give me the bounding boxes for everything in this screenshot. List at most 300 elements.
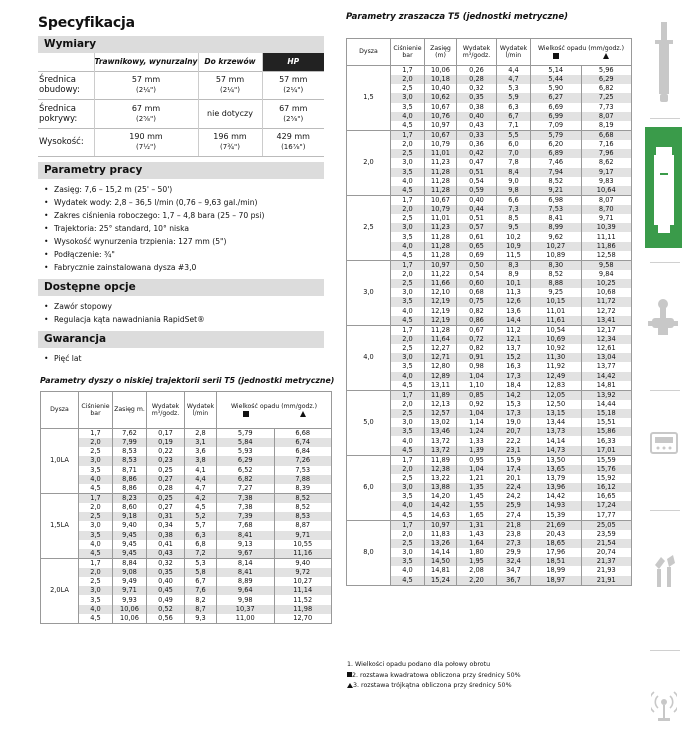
table-cell: 9,08 [113, 568, 147, 577]
table-cell: 12,70 [274, 614, 332, 624]
table-cell: 12,38 [425, 465, 457, 474]
table-cell: 6,29 [581, 75, 632, 84]
table-cell: 13,15 [531, 409, 582, 418]
table-cell: 10,1 [497, 279, 531, 288]
table-cell: 8,5 [497, 214, 531, 223]
table-cell: 11,28 [425, 242, 457, 251]
table-cell: 7,46 [531, 158, 582, 167]
triangle-icon [603, 53, 609, 59]
table-row [347, 130, 632, 140]
table-cell: 0,85 [457, 390, 497, 400]
table-cell: 3,5 [391, 492, 425, 501]
table-cell: 0,28 [457, 75, 497, 84]
table-cell: 4,0 [391, 501, 425, 510]
table-cell: 10,67 [425, 195, 457, 205]
table-cell: 9,83 [581, 177, 632, 186]
table-cell: 13,41 [581, 316, 632, 326]
table-row [41, 493, 332, 503]
table-cell: 1,7 [79, 493, 113, 503]
table-cell: 8,23 [113, 493, 147, 503]
nozzle-cell: 2,5 [347, 195, 391, 260]
dim-header-hp: HP [262, 53, 324, 71]
table-cell: 7,38 [217, 493, 275, 503]
table-cell: 12,83 [531, 381, 582, 391]
table-cell: 7,39 [217, 512, 275, 521]
table-cell: 34,7 [497, 566, 531, 575]
table-cell: 15,92 [581, 474, 632, 483]
square-icon [553, 53, 559, 59]
table-cell: 20,74 [581, 548, 632, 557]
table-cell: 16,3 [497, 362, 531, 371]
table-cell: 1,7 [391, 195, 425, 205]
table-cell: 11,28 [425, 251, 457, 261]
table-cell: 7,1 [497, 121, 531, 131]
table-row [347, 520, 632, 530]
table-cell: 2,5 [391, 344, 425, 353]
table-cell: 11,86 [581, 242, 632, 251]
table-cell: 8,4 [497, 168, 531, 177]
table-cell: 7,26 [274, 456, 332, 465]
table-cell: 2,5 [391, 409, 425, 418]
col-header-zasieg: Zasięg m. [113, 392, 147, 429]
table-cell: 3,5 [79, 466, 113, 475]
table-cell: 10,76 [425, 112, 457, 121]
table-cell: 11,16 [274, 549, 332, 559]
table-cell: 11,72 [581, 297, 632, 306]
options-list [38, 296, 324, 329]
table-cell: 9,62 [531, 232, 582, 241]
table-cell: 18,65 [531, 539, 582, 548]
table-cell: 17,77 [581, 511, 632, 521]
table-cell: 10,89 [531, 251, 582, 261]
table-cell: 2,5 [79, 512, 113, 521]
table-cell: 11,64 [425, 335, 457, 344]
table-row [41, 568, 332, 577]
table-cell: 2,0 [391, 465, 425, 474]
table-cell: 1,80 [457, 548, 497, 557]
table-cell: 7,16 [581, 140, 632, 149]
table-cell: 7,38 [217, 503, 275, 512]
table-cell: 13,02 [425, 418, 457, 427]
table-cell: 0,82 [457, 344, 497, 353]
table-cell: 3,0 [391, 158, 425, 167]
table-cell: 0,38 [457, 103, 497, 112]
table-cell: 12,50 [531, 400, 582, 409]
table-cell: 7,3 [497, 205, 531, 214]
table-cell: 0,69 [457, 251, 497, 261]
table-cell: 4,0 [391, 112, 425, 121]
table-cell: 3,5 [391, 232, 425, 241]
table-cell: 13,72 [425, 436, 457, 445]
table-cell: 6,29 [217, 456, 275, 465]
table-cell: 11,28 [425, 232, 457, 241]
dim-cell: 57 mm (2¼") [262, 71, 324, 99]
table-cell: 8,53 [113, 447, 147, 456]
nozzle-cell: 2,0LA [41, 558, 79, 623]
table-cell: 0,67 [457, 325, 497, 335]
sensor-icon[interactable] [651, 555, 677, 589]
table-cell: 0,54 [457, 270, 497, 279]
table-cell: 9,49 [113, 577, 147, 586]
table-cell: 6,8 [185, 540, 217, 549]
dim-cell: 196 mm (7¾") [198, 128, 262, 156]
table-cell: 0,28 [147, 484, 185, 494]
table-cell: 14,14 [531, 436, 582, 445]
table-cell: 0,47 [457, 158, 497, 167]
table-cell: 21,37 [581, 557, 632, 566]
table-row [41, 549, 332, 559]
table-cell: 8,86 [113, 475, 147, 484]
table-cell: 1,7 [391, 260, 425, 270]
table-cell: 2,5 [391, 214, 425, 223]
table-row [41, 586, 332, 595]
table-cell: 18,4 [497, 381, 531, 391]
dim-cell: 57 mm (2¼") [198, 71, 262, 99]
table-cell: 2,0 [391, 270, 425, 279]
table-cell: 0,17 [147, 429, 185, 439]
table-cell: 2,5 [391, 84, 425, 93]
table-cell: 8,52 [531, 270, 582, 279]
table-cell: 7,25 [581, 93, 632, 102]
table-cell: 0,36 [457, 140, 497, 149]
table-cell: 0,40 [457, 112, 497, 121]
table-row [41, 595, 332, 604]
table-cell: 4,5 [391, 511, 425, 521]
col-header-wydatek-m3: Wydatek m³/godz. [457, 39, 497, 66]
table-cell: 4,0 [79, 475, 113, 484]
table-cell: 17,01 [581, 446, 632, 456]
dim-cell: 67 mm (2⅝") [262, 99, 324, 128]
table-cell: 5,96 [581, 66, 632, 76]
table-cell: 6,3 [497, 103, 531, 112]
table-cell: 4,5 [391, 446, 425, 456]
table-cell: 11,66 [425, 279, 457, 288]
dim-label: Wysokość: [38, 128, 94, 156]
spec-section [38, 12, 324, 368]
table-cell: 4,5 [79, 614, 113, 624]
table-cell: 6,84 [274, 447, 332, 456]
table-cell: 7,73 [581, 103, 632, 112]
table-cell: 16,12 [581, 483, 632, 492]
table-cell: 13,04 [581, 353, 632, 362]
dim-cell: 190 mm (7½") [94, 128, 198, 156]
table-cell: 1,7 [391, 66, 425, 76]
table-cell: 3,0 [391, 353, 425, 362]
table-cell: 6,27 [531, 93, 582, 102]
table-cell: 20,7 [497, 427, 531, 436]
table-cell: 9,13 [217, 540, 275, 549]
table-cell: 9,17 [581, 168, 632, 177]
table-cell: 23,8 [497, 530, 531, 539]
table-cell: 4,5 [391, 576, 425, 586]
table-cell: 8,87 [274, 521, 332, 530]
table-cell: 8,86 [113, 484, 147, 494]
table-cell: 3,0 [391, 483, 425, 492]
list-item: • Wydatek wody: 2,8 – 36,5 l/min (0,76 – 9,63 gal./min) [44, 196, 324, 209]
rotor-sprinkler-icon[interactable] [650, 145, 678, 235]
table-cell: 8,60 [113, 503, 147, 512]
table-cell: 8,7 [185, 605, 217, 614]
dim-cell: nie dotyczy [198, 99, 262, 128]
table-cell: 8,89 [217, 577, 275, 586]
table-cell: 21,91 [581, 576, 632, 586]
dimensions-table [38, 53, 324, 157]
table-cell: 6,0 [497, 140, 531, 149]
table-cell: 6,82 [217, 475, 275, 484]
table-cell: 0,38 [147, 531, 185, 540]
table-cell: 14,81 [425, 566, 457, 575]
table-cell: 0,51 [457, 214, 497, 223]
table-cell: 8,9 [497, 270, 531, 279]
table-cell: 15,51 [581, 418, 632, 427]
table-cell: 0,98 [457, 362, 497, 371]
table-row [41, 429, 332, 439]
table-cell: 7,94 [531, 168, 582, 177]
table-cell: 8,14 [217, 558, 275, 568]
table-cell: 3,0 [79, 586, 113, 595]
table-cell: 5,90 [531, 84, 582, 93]
table-cell: 4,5 [185, 503, 217, 512]
table-cell: 2,5 [391, 539, 425, 548]
table-cell: 5,14 [531, 66, 582, 76]
table-cell: 3,0 [391, 93, 425, 102]
table-cell: 6,89 [531, 149, 582, 158]
table-cell: 12,71 [425, 353, 457, 362]
nozzle-cell: 4,0 [347, 325, 391, 390]
table-cell: 13,79 [531, 474, 582, 483]
table-cell: 4,0 [79, 540, 113, 549]
table-cell: 0,52 [147, 605, 185, 614]
wireless-icon[interactable] [651, 690, 677, 722]
table-cell: 8,39 [274, 484, 332, 494]
table-cell: 2,8 [185, 429, 217, 439]
table-cell: 0,59 [457, 186, 497, 196]
table-row [41, 484, 332, 494]
table-cell: 4,5 [79, 549, 113, 559]
table-row [41, 512, 332, 521]
table-cell: 4,5 [79, 484, 113, 494]
section-title-gwarancja: Gwarancja [38, 331, 324, 348]
table-cell: 12,57 [425, 409, 457, 418]
table-cell: 4,0 [79, 605, 113, 614]
table-cell: 0,23 [147, 456, 185, 465]
table-cell: 27,4 [497, 511, 531, 521]
table-cell: 9,72 [274, 568, 332, 577]
table-cell: 8,99 [531, 223, 582, 232]
table-cell: 10,25 [581, 279, 632, 288]
table-cell: 1,7 [79, 429, 113, 439]
table-cell: 10,37 [217, 605, 275, 614]
table-cell: 0,61 [457, 232, 497, 241]
table-cell: 32,4 [497, 557, 531, 566]
dim-cell: 429 mm (16⅞") [262, 128, 324, 156]
table-cell: 0,33 [457, 130, 497, 140]
spray-nozzle-icon[interactable] [652, 18, 676, 106]
section-title-wymiary: Wymiary [38, 36, 324, 53]
table-cell: 7,62 [113, 429, 147, 439]
table-cell: 1,65 [457, 511, 497, 521]
table-cell: 0,50 [457, 260, 497, 270]
table-cell: 2,5 [391, 279, 425, 288]
page-title: Specyfikacja [38, 15, 135, 31]
list-item: • Pięć lat [44, 352, 324, 365]
table-row [41, 475, 332, 484]
table-cell: 3,1 [185, 438, 217, 447]
table-cell: 18,51 [531, 557, 582, 566]
table-cell: 4,5 [391, 316, 425, 326]
table-cell: 0,91 [457, 353, 497, 362]
table-cell: 15,18 [581, 409, 632, 418]
table-cell: 4,0 [391, 242, 425, 251]
table-row [41, 540, 332, 549]
table-cell: 10,79 [425, 140, 457, 149]
table-cell: 11,30 [531, 353, 582, 362]
table-cell: 3,5 [79, 595, 113, 604]
table-cell: 9,40 [113, 521, 147, 530]
table-cell: 9,71 [113, 586, 147, 595]
table-cell: 11,00 [217, 614, 275, 624]
table-cell: 8,41 [531, 214, 582, 223]
table-cell: 5,84 [217, 438, 275, 447]
table-cell: 20,1 [497, 474, 531, 483]
list-item: • Zakres ciśnienia roboczego: 1,7 – 4,8 bara (25 – 70 psi) [44, 209, 324, 222]
table-cell: 13,11 [425, 381, 457, 391]
table-cell: 15,76 [581, 465, 632, 474]
table-cell: 2,0 [79, 503, 113, 512]
params-list [38, 179, 324, 277]
table-cell: 4,7 [497, 75, 531, 84]
table-cell: 1,55 [457, 501, 497, 510]
dim-row-cover [38, 99, 324, 128]
table-cell: 0,45 [147, 586, 185, 595]
section-title-parametry: Parametry pracy [38, 162, 324, 179]
table-cell: 9,67 [217, 549, 275, 559]
table-cell: 17,3 [497, 409, 531, 418]
table-cell: 1,7 [391, 520, 425, 530]
table-cell: 21,93 [581, 566, 632, 575]
table-cell: 7,68 [217, 521, 275, 530]
table-cell: 3,5 [391, 557, 425, 566]
table-cell: 1,7 [79, 558, 113, 568]
valve-icon[interactable] [648, 298, 678, 336]
table-cell: 8,41 [217, 531, 275, 540]
table-cell: 0,27 [147, 475, 185, 484]
table-cell: 6,7 [185, 577, 217, 586]
list-item: • Regulacja kąta nawadniania RapidSet® [44, 313, 324, 326]
table-cell: 2,08 [457, 566, 497, 575]
table-cell: 9,45 [113, 540, 147, 549]
table-cell: 0,25 [147, 493, 185, 503]
table-cell: 6,98 [531, 195, 582, 205]
table-cell: 9,45 [113, 531, 147, 540]
table-cell: 10,97 [425, 520, 457, 530]
table-cell: 7,6 [185, 586, 217, 595]
category-sidebar [640, 0, 682, 733]
nozzle-cell: 1,0LA [41, 429, 79, 494]
table-cell: 12,13 [425, 400, 457, 409]
table-cell: 5,3 [185, 558, 217, 568]
table-cell: 14,63 [425, 511, 457, 521]
table-cell: 12,89 [425, 372, 457, 381]
table-cell: 9,25 [531, 288, 582, 297]
dim-cell: 67 mm (2⅝") [94, 99, 198, 128]
table-cell: 7,8 [497, 158, 531, 167]
table-cell: 6,20 [531, 140, 582, 149]
table-cell: 13,26 [425, 539, 457, 548]
table-cell: 3,8 [185, 456, 217, 465]
nozzle-cell: 8,0 [347, 520, 391, 585]
table-cell: 0,35 [457, 93, 497, 102]
col-header-cisnienie: Ciśnienie bar [391, 39, 425, 66]
table-row [41, 503, 332, 512]
table-cell: 0,43 [147, 549, 185, 559]
table-cell: 20,43 [531, 530, 582, 539]
col-header-dysza: Dysza [41, 392, 79, 429]
table-cell: 6,68 [581, 130, 632, 140]
list-item: • Wysokość wynurzenia trzpienia: 127 mm (5") [44, 235, 324, 248]
table-row [41, 558, 332, 568]
table-cell: 12,80 [425, 362, 457, 371]
table-cell: 4,0 [391, 372, 425, 381]
table-row [41, 577, 332, 586]
table-row [347, 390, 632, 400]
table-cell: 2,0 [391, 205, 425, 214]
dim-header-shrub: Do krzewów [198, 53, 262, 71]
table-cell: 7,96 [581, 149, 632, 158]
table-cell: 1,04 [457, 409, 497, 418]
table-cell: 0,25 [147, 466, 185, 475]
table-cell: 11,23 [425, 223, 457, 232]
table-cell: 1,04 [457, 465, 497, 474]
table-cell: 11,01 [531, 307, 582, 316]
table-cell: 5,44 [531, 75, 582, 84]
table-cell: 2,0 [391, 530, 425, 539]
table-cell: 2,5 [79, 447, 113, 456]
table-cell: 15,86 [581, 427, 632, 436]
table-cell: 0,54 [457, 177, 497, 186]
controller-icon[interactable] [650, 432, 678, 454]
table-cell: 1,7 [391, 455, 425, 465]
table-cell: 3,5 [79, 531, 113, 540]
table-cell: 8,2 [185, 595, 217, 604]
table-cell: 10,40 [425, 84, 457, 93]
table-cell: 12,1 [497, 335, 531, 344]
table-cell: 10,97 [425, 121, 457, 131]
table-cell: 14,20 [425, 492, 457, 501]
table-cell: 17,4 [497, 465, 531, 474]
table-cell: 12,10 [425, 288, 457, 297]
table-cell: 13,46 [425, 427, 457, 436]
table-row [41, 531, 332, 540]
table-cell: 16,65 [581, 492, 632, 501]
table-cell: 13,6 [497, 307, 531, 316]
table-cell: 7,99 [113, 438, 147, 447]
table-cell: 8,84 [113, 558, 147, 568]
nozzle-cell: 5,0 [347, 390, 391, 455]
table-cell: 8,07 [581, 112, 632, 121]
table-cell: 14,81 [581, 381, 632, 391]
table-cell: 8,41 [217, 568, 275, 577]
table-cell: 3,0 [391, 288, 425, 297]
table-cell: 1,7 [391, 325, 425, 335]
table-cell: 12,19 [425, 316, 457, 326]
table-cell: 8,71 [113, 466, 147, 475]
table-cell: 0,40 [147, 577, 185, 586]
table-cell: 11,3 [497, 288, 531, 297]
table-cell: 9,3 [185, 614, 217, 624]
col-header-wydatek-lmin: Wydatek l/min [497, 39, 531, 66]
table-cell: 0,60 [457, 279, 497, 288]
